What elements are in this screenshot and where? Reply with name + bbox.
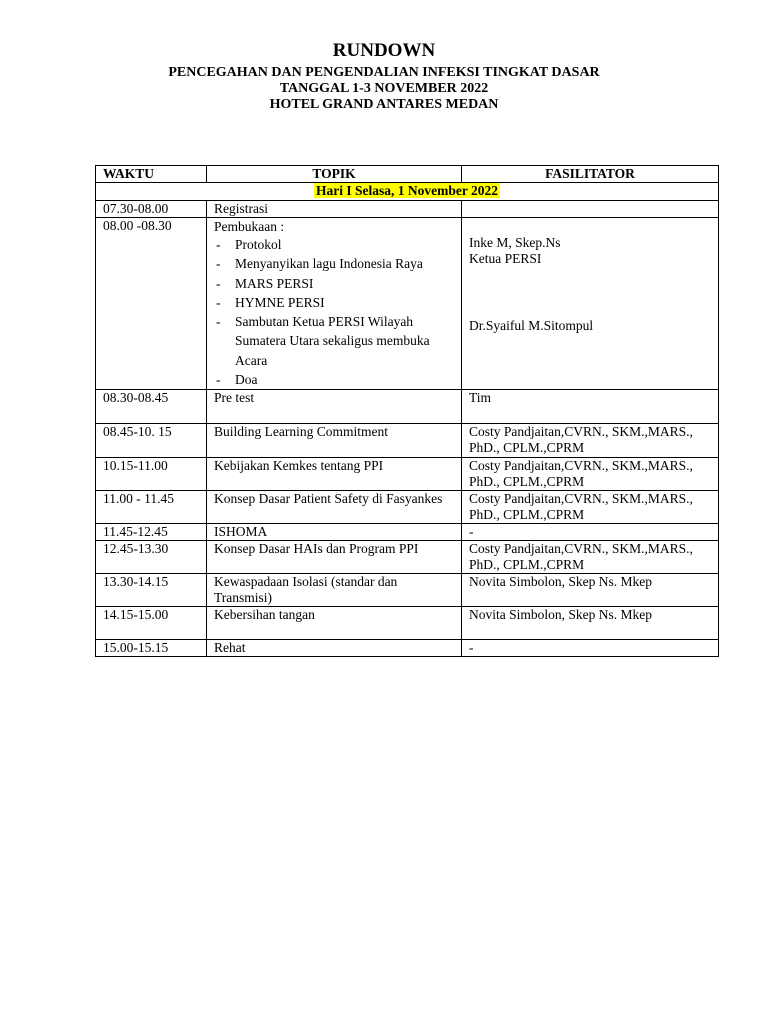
facilitator-cell: -	[462, 524, 719, 541]
day-header-cell	[96, 183, 719, 201]
doc-date: TANGGAL 1-3 NOVEMBER 2022	[279, 81, 489, 96]
day-header-label: Hari I Selasa, 1 November 2022	[316, 183, 498, 198]
topic-cell: Rehat	[207, 640, 462, 657]
facilitator-cell: Costy Pandjaitan,CVRN., SKM.,MARS., PhD., CPLM.,CPRM	[462, 491, 719, 524]
list-item: - Protokol	[214, 235, 454, 254]
time-cell: 11.00 - 11.45	[96, 491, 207, 524]
facilitator-cell: Novita Simbolon, Skep Ns. Mkep	[462, 607, 719, 640]
table-row	[96, 458, 719, 491]
list-item: - HYMNE PERSI	[214, 293, 454, 312]
time-cell: 14.15-15.00	[96, 607, 207, 640]
list-item: - MARS PERSI	[214, 274, 454, 293]
topic-cell: Kewaspadaan Isolasi (standar dan Transmisi)	[207, 574, 462, 607]
facilitator-cell: Tim	[462, 390, 719, 424]
time-cell: 13.30-14.15	[96, 574, 207, 607]
table-row	[96, 424, 719, 458]
table-row	[96, 640, 719, 657]
time-cell: 08.00 -08.30	[96, 218, 207, 390]
facilitator-line: Dr.Syaiful M.Sitompul	[469, 318, 594, 333]
facilitator-line: Ketua PERSI	[469, 251, 542, 266]
table-row	[96, 390, 719, 424]
time-cell: 07.30-08.00	[96, 201, 207, 218]
topic-cell: Kebersihan tangan	[207, 607, 462, 640]
rundown-table	[95, 165, 719, 657]
facilitator-line: Inke M, Skep.Ns	[469, 235, 561, 250]
table-row	[96, 491, 719, 524]
topic-cell: Pre test	[207, 390, 462, 424]
topic-cell: ISHOMA	[207, 524, 462, 541]
doc-venue: HOTEL GRAND ANTARES MEDAN	[269, 97, 499, 112]
table-row	[96, 201, 719, 218]
facilitator-cell: Costy Pandjaitan,CVRN., SKM.,MARS., PhD., CPLM.,CPRM	[462, 424, 719, 458]
col-header-fasilitator: FASILITATOR	[462, 166, 719, 183]
table-row	[96, 574, 719, 607]
time-cell: 15.00-15.15	[96, 640, 207, 657]
list-item: - Sambutan Ketua PERSI Wilayah Sumatera Utara sekaligus membuka Acara	[214, 312, 454, 370]
facilitator-cell	[462, 201, 719, 218]
table-row	[96, 218, 719, 390]
col-header-waktu: WAKTU	[96, 166, 207, 183]
doc-title: RUNDOWN	[332, 40, 436, 61]
topic-cell: Kebijakan Kemkes tentang PPI	[207, 458, 462, 491]
topic-cell: Konsep Dasar HAIs dan Program PPI	[207, 541, 462, 574]
topic-cell: Registrasi	[207, 201, 462, 218]
topic-label: Pembukaan :	[214, 219, 285, 234]
table-row	[96, 541, 719, 574]
topic-cell: Building Learning Commitment	[207, 424, 462, 458]
list-item: - Menyanyikan lagu Indonesia Raya	[214, 254, 454, 273]
time-cell: 10.15-11.00	[96, 458, 207, 491]
topic-cell: Konsep Dasar Patient Safety di Fasyankes	[207, 491, 462, 524]
time-cell: 12.45-13.30	[96, 541, 207, 574]
time-cell: 08.30-08.45	[96, 390, 207, 424]
time-cell: 08.45-10. 15	[96, 424, 207, 458]
day-header-row	[96, 183, 719, 201]
facilitator-cell: Costy Pandjaitan,CVRN., SKM.,MARS., PhD., CPLM.,CPRM	[462, 458, 719, 491]
table-header-row	[96, 166, 719, 183]
topic-cell	[207, 218, 462, 390]
table-row	[96, 607, 719, 640]
time-cell: 11.45-12.45	[96, 524, 207, 541]
col-header-topik: TOPIK	[207, 166, 462, 183]
facilitator-cell: Costy Pandjaitan,CVRN., SKM.,MARS., PhD., CPLM.,CPRM	[462, 541, 719, 574]
facilitator-cell: Novita Simbolon, Skep Ns. Mkep	[462, 574, 719, 607]
facilitator-cell: -	[462, 640, 719, 657]
facilitator-cell	[462, 218, 719, 390]
list-item: - Doa	[214, 370, 454, 389]
table-row	[96, 524, 719, 541]
opening-list	[214, 235, 454, 389]
doc-subtitle: PENCEGAHAN DAN PENGENDALIAN INFEKSI TINGKAT DASAR	[168, 65, 600, 80]
